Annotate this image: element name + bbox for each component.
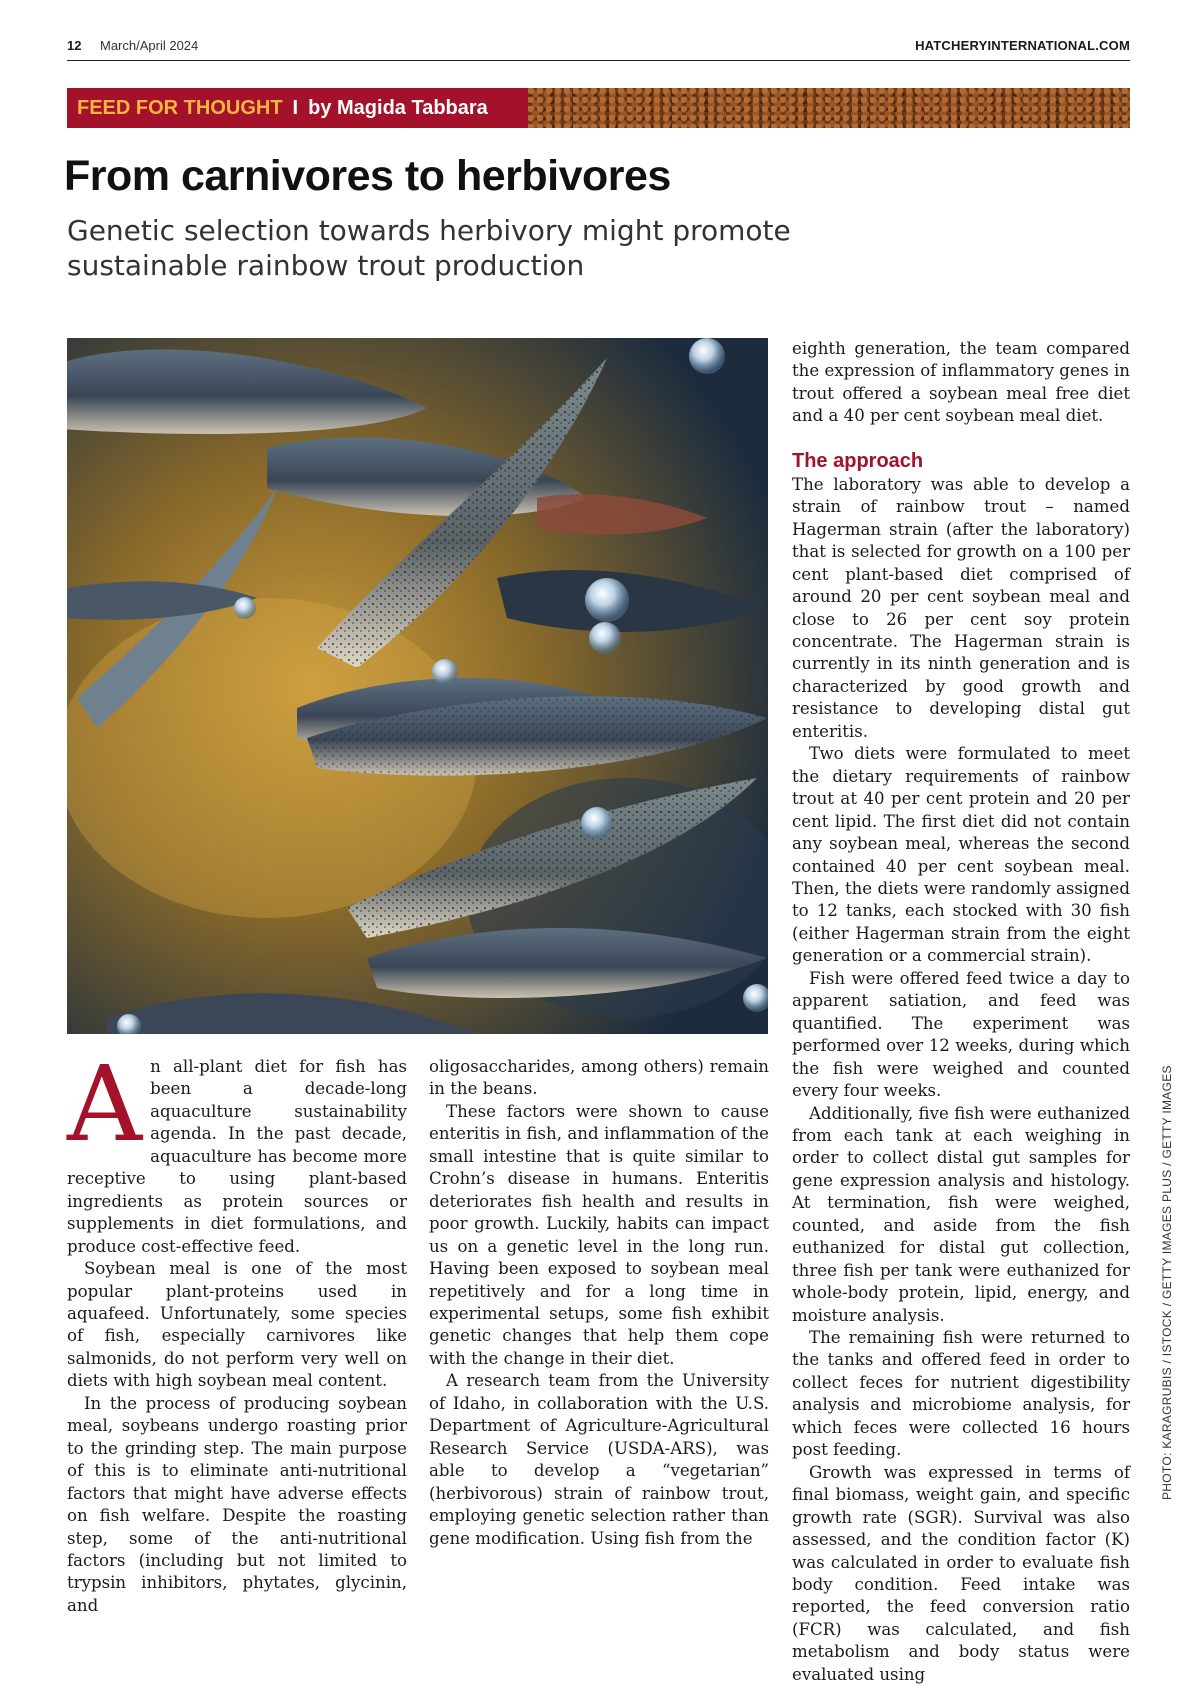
byline: by Magida Tabbara	[308, 97, 488, 119]
section-banner	[67, 88, 1130, 128]
body-paragraph: The laboratory was able to develop a strain of rainbow trout – named Hagerman strain (after the laboratory) that is selected for growth on a 100 per cent plant-based diet comprised of around 20 per cent soybean meal and close to 26 per cent soy protein concentrate. The Hagerman strain is currently in its ninth generation and is characterized by good growth and resistance to developing distal gut enteritis.	[792, 474, 1130, 741]
banner-separator: I	[292, 97, 299, 119]
article-column-1	[67, 1043, 407, 1617]
article-column-3	[792, 338, 1130, 1686]
site-link[interactable]: HATCHERYINTERNATIONAL.COM	[915, 38, 1130, 53]
feed-pellets-image	[528, 88, 1130, 128]
section-heading: The approach	[792, 449, 924, 472]
intro-text: n all-plant diet for fish has been a decade-long aquaculture sustainability agenda. In the past decade, aquaculture has become more receptive to using plant-based ingredients as protein sources or supplements in diet formulations, and produce cost-effective feed.	[67, 1057, 407, 1256]
drop-cap: A	[67, 1043, 143, 1165]
intro-paragraph	[67, 1043, 407, 1258]
body-paragraph: Growth was expressed in terms of final biomass, weight gain, and specific growth rate (SGR). Survival was also assessed, and the condition factor (K) was calculated in order to evaluate fish body condition. Feed intake was reported, the feed conversion ratio (FCR) was calculated, and fish metabolism and body status were evaluated using	[792, 1462, 1130, 1684]
article-title: From carnivores to herbivores	[64, 152, 671, 200]
body-paragraph: Additionally, five fish were euthanized from each tank at each weighing in order to collect distal gut samples for gene expression analysis and histology. At termination, fish were weighed, counted, and aside from the fish euthanized for distal gut collection, three fish per tank were euthanized for whole-body protein, lipid, energy, and moisture analysis.	[792, 1103, 1130, 1325]
body-paragraph: oligosaccharides, among others) remain in the beans.	[429, 1057, 769, 1099]
article-subtitle: Genetic selection towards herbivory might promote sustainable rainbow trout production	[67, 214, 791, 282]
body-paragraph: Two diets were formulated to meet the dietary requirements of rainbow trout at 40 per cent protein and 20 per cent lipid. The first diet did not contain any soybean meal, whereas the second contained 40 per cent soybean meal. Then, the diets were randomly assigned to 12 tanks, each stocked with 30 fish (either Hagerman strain from the eight generation or a commercial strain).	[792, 744, 1130, 966]
body-paragraph: eighth generation, the team compared the expression of inflammatory genes in trout offered a soybean meal free diet and a 40 per cent soybean meal diet.	[792, 339, 1130, 426]
body-paragraph: These factors were shown to cause enteritis in fish, and inflammation of the small intestine that is quite similar to Crohn’s disease in humans. Enteritis deteriorates fish health and results in poor growth. Luckily, habits can impact us on a genetic level in the long run. Having been exposed to soybean meal repetitively and for a long time in experimental setups, some fish exhibit genetic changes that help them cope with the change in their diet.	[429, 1101, 769, 1368]
column-kicker: FEED FOR THOUGHT	[77, 97, 283, 119]
body-paragraph: In the process of producing soybean meal, soybeans undergo roasting prior to the grinding step. The main purpose of this is to eliminate anti-nutritional factors that might have adverse effects on fish welfare. Despite the roasting step, some of the anti-nutritional factors (including but not limited to trypsin inhibitors, phytates, glycinin, and	[67, 1393, 407, 1615]
page-header	[67, 36, 1130, 61]
body-paragraph: A research team from the University of Idaho, in collaboration with the U.S. Department of Agriculture-Agricultural Research Service (USDA-ARS), was able to develop a “vegetarian” (herbivorous) strain of rainbow trout, employing genetic selection rather than gene modification. Using fish from the	[429, 1371, 769, 1548]
issue-date: March/April 2024	[100, 38, 199, 53]
column-label	[67, 88, 528, 128]
trout-photo	[67, 338, 768, 1034]
page-number: 12	[67, 38, 82, 53]
body-paragraph: Fish were offered feed twice a day to apparent satiation, and feed was quantified. The experiment was performed over 12 weeks, during which the fish were weighed and counted every four weeks.	[792, 968, 1130, 1101]
body-paragraph: The remaining fish were returned to the tanks and offered feed in order to collect feces for nutrient digestibility analysis and microbiome analysis, for which feces were collected 16 hours post feeding.	[792, 1328, 1130, 1460]
body-paragraph: Soybean meal is one of the most popular plant-proteins used in aquafeed. Unfortunately, some species of fish, especially carnivores like salmonids, do not perform very well on diets with high soybean meal content.	[67, 1259, 407, 1391]
photo-credit: PHOTO: KARAGRUBIS / ISTOCK / GETTY IMAGES PLUS / GETTY IMAGES	[1160, 1065, 1174, 1500]
article-column-2	[429, 1056, 769, 1550]
